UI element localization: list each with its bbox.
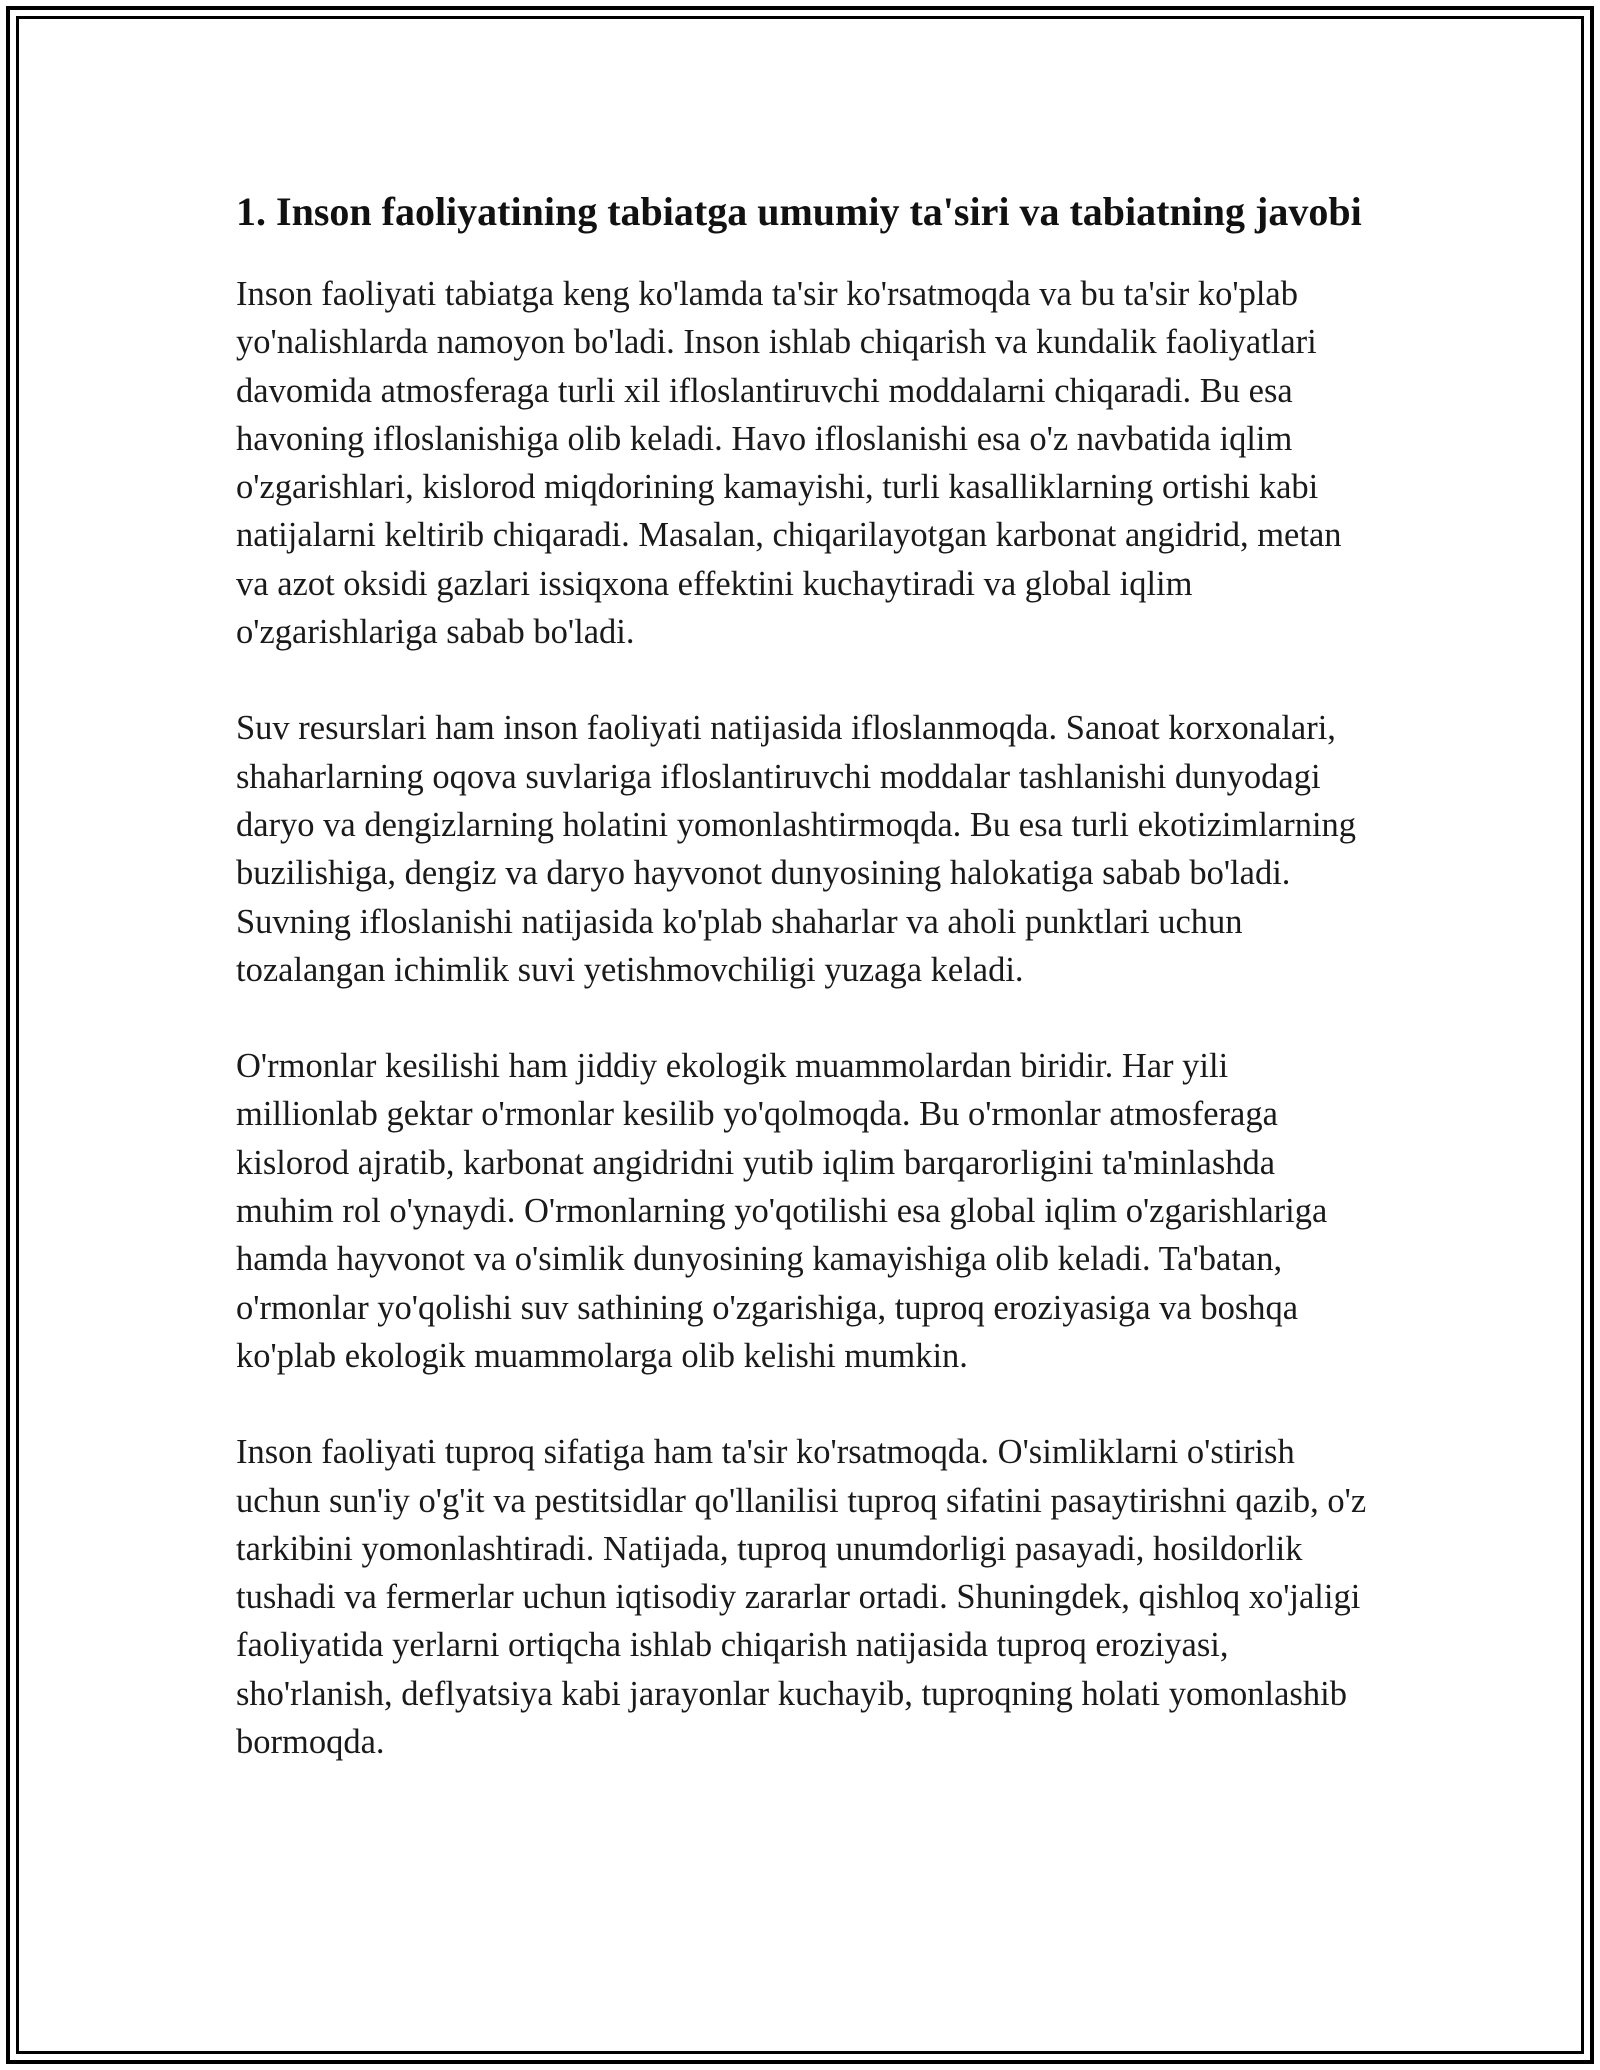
paragraph-air-pollution: Inson faoliyati tabiatga keng ko'lamda ta'sir ko'rsatmoqda va bu ta'sir ko'plab yo'nalishlarda namoyon bo'ladi. Inson ishlab chiqarish va kundalik faoliyatlari davomida atmosferaga turli xil ifloslantiruvchi moddalarni chiqaradi. Bu esa havoning ifloslanishiga olib keladi. Havo ifloslanishi esa o'z navbatida iqlim o'zgarishlari, kislorod miqdorining kamayishi, turli kasalliklarning ortishi kabi natijalarni keltirib chiqaradi. Masalan, chiqarilayotgan karbonat angidrid, metan va azot oksidi gazlari issiqxona effektini kuchaytiradi va global iqlim o'zgarishlariga sabab bo'ladi.: [236, 275, 1342, 652]
document-body: [236, 184, 1376, 1766]
paragraph-deforestation: O'rmonlar kesilishi ham jiddiy ekologik muammolardan biridir. Har yili millionlab gektar o'rmonlar kesilib yo'qolmoqda. Bu o'rmonlar atmosferaga kislorod ajratib, karbonat angidridni yutib iqlim barqarorligini ta'minlashda muhim rol o'ynaydi. O'rmonlarning yo'qotilishi esa global iqlim o'zgarishlariga hamda hayvonot va o'simlik dunyosining kamayishiga olib keladi. Ta'batan, o'rmonlar yo'qolishi suv sathining o'zgarishiga, tuproq eroziyasiga va boshqa ko'plab ekologik muammolarga olib kelishi mumkin.: [236, 1047, 1328, 1375]
section-heading: 1. Inson faoliyatining tabiatga umumiy ta'siri va tabiatning javobi: [236, 189, 1362, 234]
paragraph-water-pollution: Suv resurslari ham inson faoliyati natijasida ifloslanmoqda. Sanoat korxonalari, shaharlarning oqova suvlariga ifloslantiruvchi moddalar tashlanishi dunyodagi daryo va dengizlarning holatini yomonlashtirmoqda. Bu esa turli ekotizimlarning buzilishiga, dengiz va daryo hayvonot dunyosining halokatiga sabab bo'ladi. Suvning ifloslanishi natijasida ko'plab shaharlar va aholi punktlari uchun tozalangan ichimlik suvi yetishmovchiligi yuzaga keladi.: [236, 709, 1357, 989]
paragraph-soil-quality: Inson faoliyati tuproq sifatiga ham ta'sir ko'rsatmoqda. O'simliklarni o'stirish uchun sun'iy o'g'it va pestitsidlar qo'llanilisi tuproq sifatini pasaytirishni qazib, o'z tarkibini yomonlashtiradi. Natijada, tuproq unumdorligi pasayadi, hosildorlik tushadi va fermerlar uchun iqtisodiy zararlar ortadi. Shuningdek, qishloq xo'jaligi faoliyatida yerlarni ortiqcha ishlab chiqarish natijasida tuproq eroziyasi, sho'rlanish, deflyatsiya kabi jarayonlar kuchayib, tuproqning holati yomonlashib bormoqda.: [236, 1433, 1367, 1762]
